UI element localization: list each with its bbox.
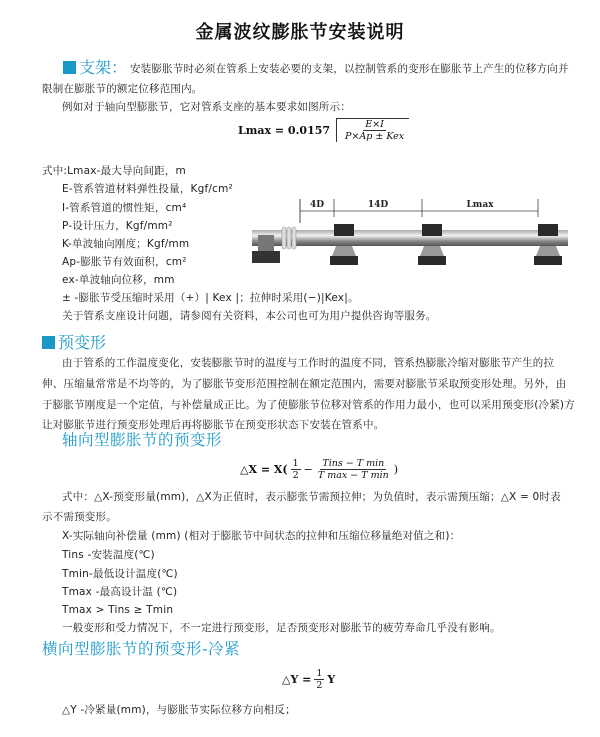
heading-text: 支架： [79, 58, 128, 77]
formula-num: 1 [292, 458, 299, 469]
section-heading-predeform [42, 333, 106, 353]
lateral-line: △Y -冷紧量(mm)，与膨胀节实际位移方向相反； [62, 704, 296, 716]
legend-line: ex-单波轴向位移，mm [62, 274, 175, 286]
axial-line: 式中：△X-预变形量(mm)，△X为正值时，表示膨张节需预拉伸；为负值时，表示需预压缩；△X = 0时表 [62, 491, 561, 503]
legend-line: ± -膨胀节受压缩时采用（+）| Kex |；拉伸时采用(−)|Kex|。 [62, 292, 359, 304]
axial-line: Tins -安装温度(℃) [62, 549, 155, 561]
page-title: 金属波纹膨胀节安装说明 [195, 22, 405, 43]
formula-den: 2 [316, 680, 323, 691]
axial-formula [240, 458, 398, 481]
square-bullet-icon [63, 61, 76, 74]
square-bullet-icon [42, 336, 55, 349]
axial-line: X-实际轴向补偿量 (mm) (相对于膨胀节中间状态的拉伸和压缩位移量绝对值之和)： [62, 530, 461, 542]
predeform-para-line: 让对膨胀节进行预变形处理后再将膨胀节在预变形状态下安装在管系中。 [42, 419, 385, 431]
dim-label-4d: 4D [309, 200, 325, 210]
bellows [282, 227, 296, 249]
formula-num: 1 [316, 668, 323, 679]
sqrt [336, 118, 409, 142]
formula-num: Tins − T min [322, 458, 385, 469]
axial-line: 一般变形和受力情况下，不一定进行预变形，足否预变形对膨胀节的疲劳寿命几乎没有影响。 [62, 622, 501, 634]
legend-line: 关于管系支座设计问题，请参阅有关资料，本公司也可为用户提供咨询等服务。 [62, 310, 437, 322]
legend-line: E-管系管道材料弹性投量，Kgf/cm² [62, 183, 233, 195]
heading-text: 预变形 [58, 333, 107, 352]
formula-lhs: Lmax = 0.0157 [238, 123, 331, 137]
predeform-para-line: 伸、压缩量常常是不均等的，为了膨胀节变形范围控制在额定范围内，需要对膨胀节采取预变形处理。另外，由 [42, 378, 567, 390]
formula-lhs: △Y = [282, 673, 312, 686]
formula-num: E×I [365, 119, 384, 130]
axial-line: Tmax -最高设计温 (℃) [62, 586, 178, 598]
formula-den: 2 [292, 470, 299, 481]
subheading-axial: 轴向型膨胀节的预变形 [62, 431, 223, 449]
support-intro-line1: 安装膨胀节时必须在管系上安装必要的支架，以控制管系的变形在膨胀节上产生的位移方向并 [130, 63, 569, 75]
pipe [252, 230, 568, 246]
legend-line: I-管系管道的惯性矩，cm⁴ [62, 202, 187, 214]
formula-minus: − [303, 463, 313, 476]
legend-line: P-设计压力，Kgf/mm² [62, 220, 173, 232]
formula-rparen: ) [393, 463, 399, 476]
dim-label-lmax: Lmax [466, 200, 494, 210]
axial-line: Tmin-最低设计温度(℃) [62, 568, 178, 580]
formula-lhs: △X = X( [240, 463, 288, 476]
lateral-formula [282, 668, 335, 691]
axial-line: 示不需预变形。 [42, 511, 117, 523]
dim-label-14d: 14D [367, 200, 389, 210]
legend-line: 式中:Lmax-最大导向间距，m [42, 165, 186, 177]
subheading-lateral: 横向型膨胀节的预变形-冷紧 [42, 640, 241, 658]
legend-line: Ap-膨胀节有效面积，cm² [62, 256, 187, 268]
support-example: 例如对于轴向型膨胀节，它对管系支座的基本要求如图所示： [62, 101, 351, 113]
axial-line: Tmax > Tins ≥ Tmin [62, 604, 174, 616]
formula-rhs: Y [327, 673, 336, 686]
dimension-lines [300, 199, 538, 223]
legend-line: K-单波轴向刚度；Kgf/mm [62, 238, 190, 250]
support-intro-line2: 限制在膨胀节的额定位移范围内。 [42, 83, 203, 95]
lmax-formula [238, 118, 409, 142]
predeform-para-line: 于膨胀节刚度是一个定值，与补偿量成正比。为了使膨胀节位移对管系的作用力最小，也可以采用预变形(冷紧)方 [42, 399, 575, 411]
support-spacing-diagram [250, 195, 570, 277]
section-heading-support [63, 58, 127, 78]
predeform-para-line: 由于管系的工作温度变化，安装膨胀节时的温度与工作时的温度不同，管系热膨胀冷缩对膨胀节产生的拉 [62, 357, 555, 369]
formula-den: P×Ap ± Kex [345, 131, 405, 142]
formula-den: T max − T min [317, 470, 389, 481]
